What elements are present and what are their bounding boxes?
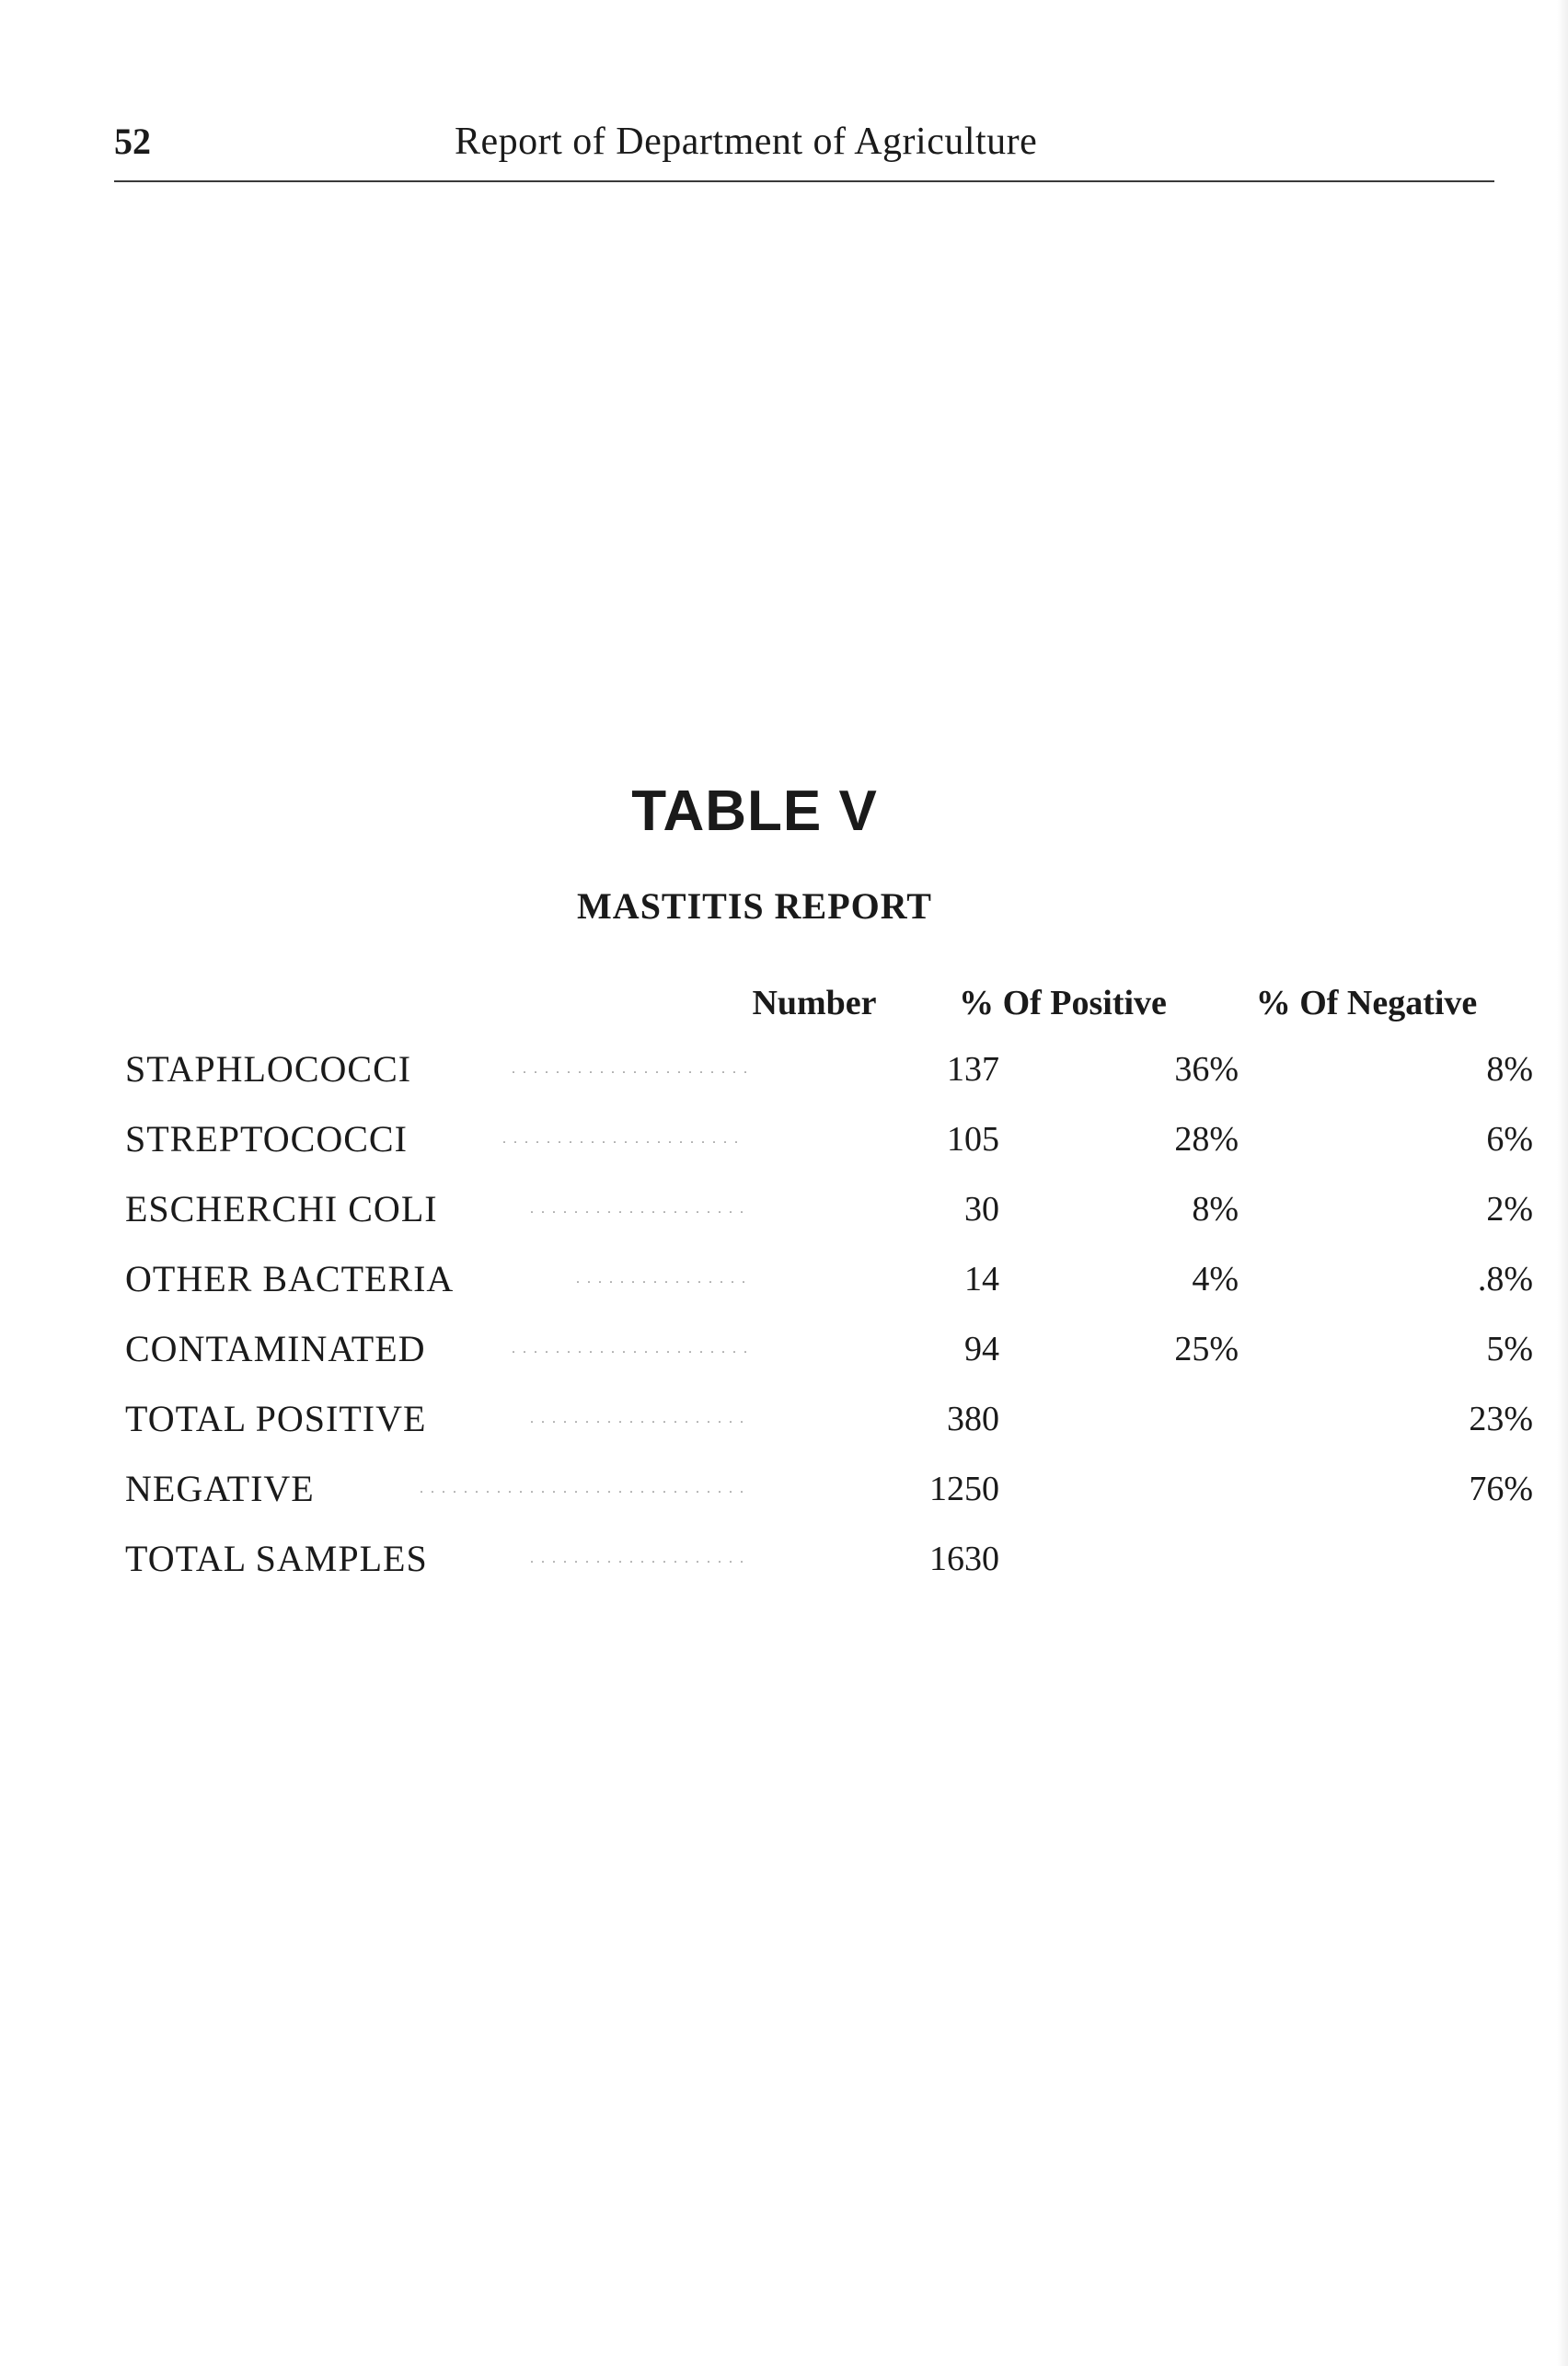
cell-pct-negative: 8% — [1486, 1050, 1533, 1089]
dot-leader: . . . . . . . . . . . . . . . . . . . . — [530, 1201, 745, 1217]
table-row-escherchi-coli — [125, 1180, 1533, 1239]
cell-number: 1630 — [929, 1540, 999, 1578]
cell-pct-positive: 25% — [1174, 1330, 1239, 1368]
cell-pct-negative: 23% — [1469, 1400, 1533, 1438]
running-title: Report of Department of Agriculture — [455, 121, 1038, 163]
scan-edge-shadow — [1557, 0, 1568, 2366]
cell-pct-negative: .8% — [1477, 1260, 1533, 1298]
cell-pct-negative: 6% — [1486, 1120, 1533, 1159]
dot-leader: . . . . . . . . . . . . . . . . — [576, 1271, 747, 1287]
cell-number: 1250 — [929, 1470, 999, 1508]
column-header-pct-positive: % Of Positive — [959, 984, 1167, 1022]
cell-pct-negative: 5% — [1486, 1330, 1533, 1368]
row-label: STAPHLOCOCCI — [125, 1048, 412, 1090]
row-label: CONTAMINATED — [125, 1328, 426, 1369]
row-label: TOTAL POSITIVE — [125, 1398, 427, 1439]
table-row-negative — [125, 1460, 1533, 1518]
dot-leader: . . . . . . . . . . . . . . . . . . . . — [530, 1411, 745, 1426]
row-label: NEGATIVE — [125, 1468, 315, 1509]
table-row-other-bacteria — [125, 1250, 1533, 1309]
column-header-number: Number — [752, 984, 877, 1022]
table-row-staphlococci — [125, 1040, 1533, 1099]
row-label: ESCHERCHI COLI — [125, 1188, 438, 1229]
cell-pct-positive: 28% — [1174, 1120, 1239, 1159]
cell-number: 94 — [964, 1330, 999, 1368]
table-title: TABLE V — [631, 779, 878, 843]
cell-pct-positive: 4% — [1192, 1260, 1239, 1298]
cell-pct-negative: 2% — [1486, 1190, 1533, 1229]
cell-number: 380 — [947, 1400, 999, 1438]
cell-number: 137 — [947, 1050, 999, 1089]
cell-number: 105 — [947, 1120, 999, 1159]
dot-leader: . . . . . . . . . . . . . . . . . . . . — [530, 1551, 745, 1566]
table-row-contaminated — [125, 1320, 1533, 1379]
row-label: STREPTOCOCCI — [125, 1118, 408, 1160]
cell-number: 30 — [964, 1190, 999, 1229]
dot-leader: . . . . . . . . . . . . . . . . . . . . . . — [512, 1061, 749, 1077]
cell-pct-positive: 36% — [1174, 1050, 1239, 1089]
page-header — [114, 114, 1494, 169]
header-divider — [114, 180, 1494, 182]
dot-leader: . . . . . . . . . . . . . . . . . . . . . . — [502, 1131, 740, 1147]
cell-pct-negative: 76% — [1469, 1470, 1533, 1508]
row-label: TOTAL SAMPLES — [125, 1538, 428, 1579]
table-subtitle: MASTITIS REPORT — [577, 885, 932, 927]
row-label: OTHER BACTERIA — [125, 1258, 455, 1299]
dot-leader: . . . . . . . . . . . . . . . . . . . . . . — [512, 1341, 749, 1356]
table-row-streptococci — [125, 1110, 1533, 1169]
page-number: 52 — [114, 121, 151, 162]
table-row-total-samples — [125, 1529, 1505, 1588]
table-row-total-positive — [125, 1390, 1533, 1448]
cell-pct-positive: 8% — [1192, 1190, 1239, 1229]
column-header-pct-negative: % Of Negative — [1255, 984, 1478, 1022]
dot-leader: . . . . . . . . . . . . . . . . . . . . . . . . . . . . . . — [420, 1481, 745, 1496]
cell-number: 14 — [964, 1260, 999, 1298]
